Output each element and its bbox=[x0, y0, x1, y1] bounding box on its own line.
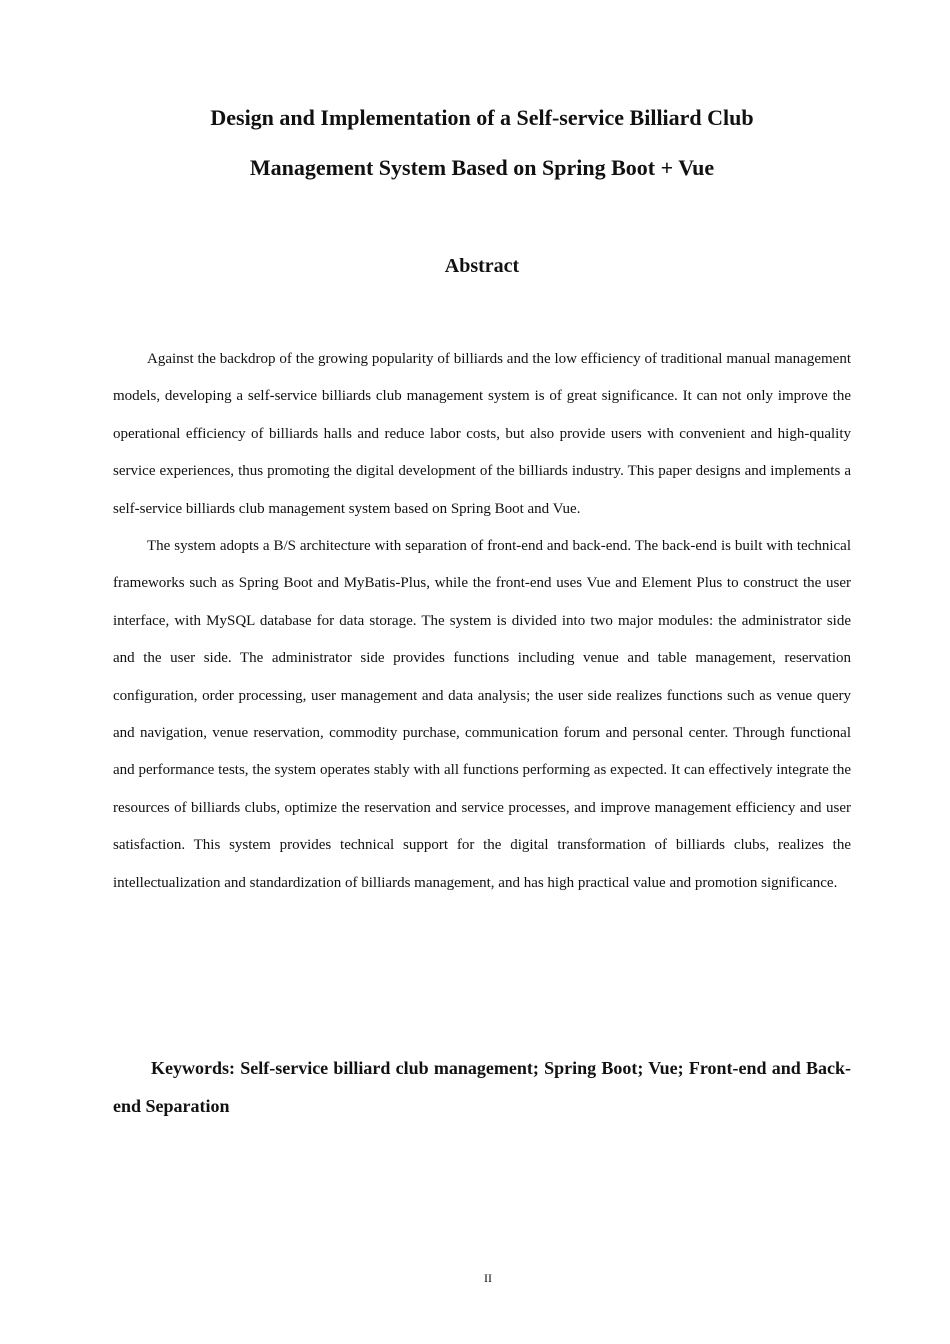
page-number: II bbox=[484, 1271, 492, 1285]
paper-title bbox=[0, 93, 950, 193]
keywords: Keywords: Self-service billiard club management; Spring Boot; Vue; Front-end and Back-end Separation bbox=[113, 1058, 851, 1116]
abstract-paragraph-1: Against the backdrop of the growing popularity of billiards and the low efficiency of traditional manual management models, developing a self-service billiards club management system is of great significance. It can not only improve the operational efficiency of billiards halls and reduce labor costs, but also provide users with convenient and high-quality service experiences, thus promoting the digital development of the billiards industry. This paper designs and implements a self-service billiards club management system based on Spring Boot and Vue. bbox=[113, 351, 851, 517]
abstract-body bbox=[113, 341, 851, 902]
title-line-2: Management System Based on Spring Boot + Vue bbox=[249, 155, 715, 180]
abstract-heading: Abstract bbox=[444, 255, 520, 277]
abstract-paragraph-2: The system adopts a B/S architecture with separation of front-end and back-end. The back-end is built with technical frameworks such as Spring Boot and MyBatis-Plus, while the front-end uses Vue and Element Plus to construct the user interface, with MySQL database for data storage. The system is divided into two major modules: the administrator side and the user side. The administrator side provides functions including venue and table management, reservation configuration, order processing, user management and data analysis; the user side realizes functions such as venue query and navigation, venue reservation, commodity purchase, communication forum and personal center. Through functional and performance tests, the system operates stably with all functions performing as expected. It can effectively integrate the resources of billiards clubs, optimize the reservation and service processes, and improve management efficiency and user satisfaction. This system provides technical support for the digital transformation of billiards clubs, realizes the intellectualization and standardization of billiards management, and has high practical value and promotion significance. bbox=[113, 538, 851, 891]
title-line-1: Design and Implementation of a Self-service Billiard Club bbox=[210, 105, 754, 130]
